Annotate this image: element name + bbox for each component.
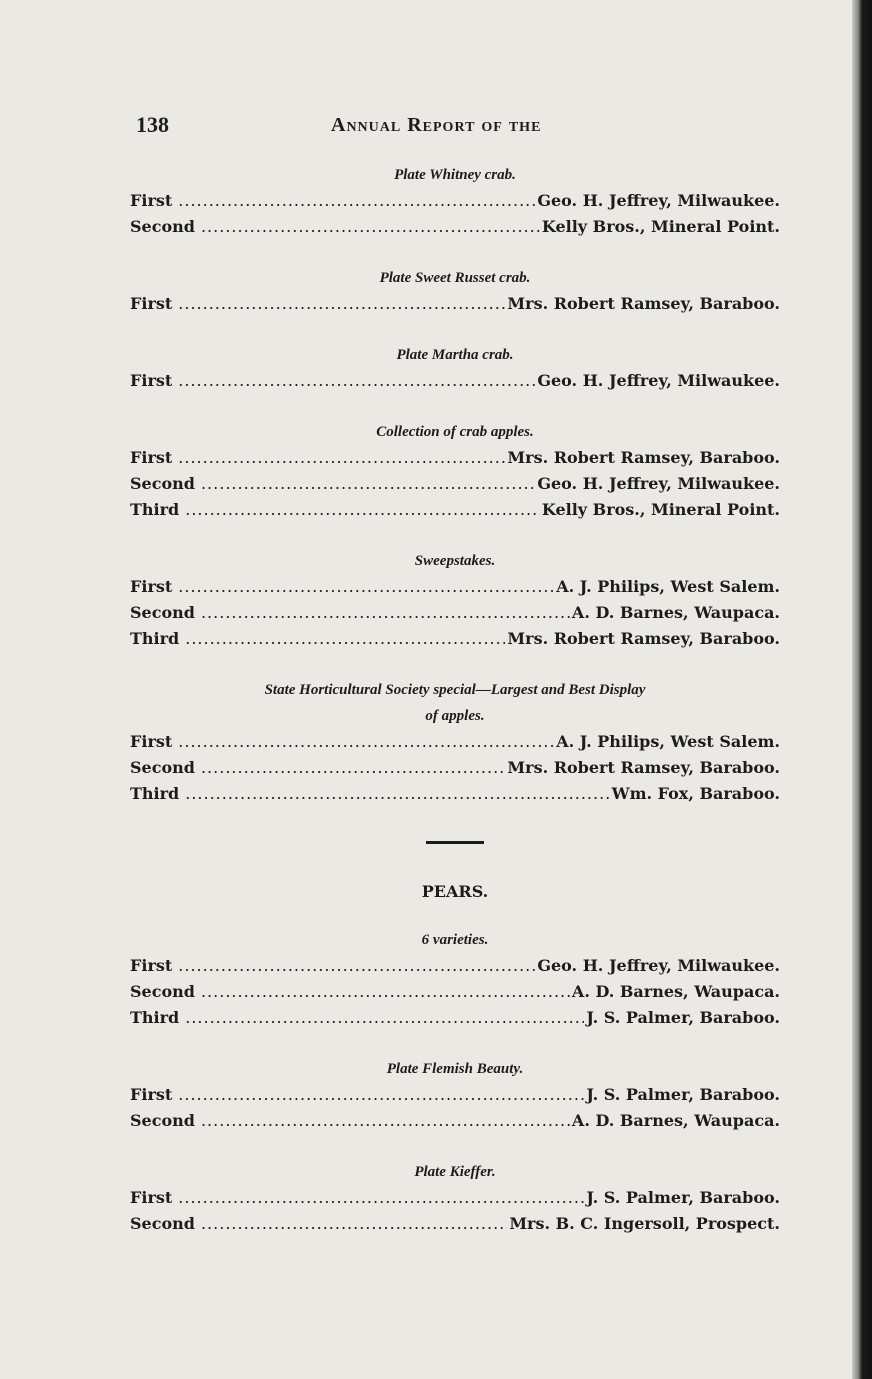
dot-leader — [201, 1211, 507, 1237]
award-winner: Mrs. Robert Ramsey, Baraboo. — [507, 294, 780, 313]
dot-leader — [185, 1005, 584, 1031]
section-title-continued: of apples. — [425, 708, 485, 724]
award-entry — [130, 755, 780, 781]
section-divider — [130, 832, 780, 851]
award-section — [130, 677, 780, 807]
award-winner: Geo. H. Jeffrey, Milwaukee. — [537, 474, 780, 493]
award-place: First — [130, 732, 173, 751]
award-place: Third — [130, 784, 180, 803]
award-place: Second — [130, 474, 195, 493]
award-section — [130, 265, 780, 317]
section-title: Plate Whitney crab. — [394, 167, 516, 183]
dot-leader — [178, 368, 535, 394]
award-entry — [130, 574, 780, 600]
award-winner: J. S. Palmer, Baraboo. — [586, 1008, 780, 1027]
award-place: First — [130, 371, 173, 390]
award-entry — [130, 953, 780, 979]
section-title: Plate Kieffer. — [414, 1164, 496, 1180]
dot-leader — [178, 291, 505, 317]
award-entry — [130, 626, 780, 652]
section-title: Plate Sweet Russet crab. — [379, 270, 531, 286]
section-title: 6 varieties. — [421, 932, 489, 948]
award-entry — [130, 1108, 780, 1134]
award-winner: Mrs. Robert Ramsey, Baraboo. — [507, 758, 780, 777]
dot-leader — [178, 1185, 584, 1211]
award-place: First — [130, 191, 173, 210]
award-winner: Mrs. B. C. Ingersoll, Prospect. — [509, 1214, 780, 1233]
award-entry — [130, 600, 780, 626]
award-entry — [130, 188, 780, 214]
award-winner: A. J. Philips, West Salem. — [556, 732, 780, 751]
award-entry — [130, 445, 780, 471]
award-entry — [130, 1005, 780, 1031]
award-section — [130, 162, 780, 240]
award-place: First — [130, 1188, 173, 1207]
section-title: Plate Flemish Beauty. — [386, 1061, 524, 1077]
section-title: Plate Martha crab. — [396, 347, 514, 363]
award-winner: Geo. H. Jeffrey, Milwaukee. — [537, 956, 780, 975]
dot-leader — [201, 600, 570, 626]
award-place: Second — [130, 1214, 195, 1233]
dot-leader — [178, 953, 535, 979]
section-title: Sweepstakes. — [414, 553, 496, 569]
award-winner: J. S. Palmer, Baraboo. — [586, 1188, 780, 1207]
award-place: Second — [130, 758, 195, 777]
award-place: Third — [130, 629, 180, 648]
dot-leader — [178, 574, 554, 600]
award-winner: Kelly Bros., Mineral Point. — [541, 500, 780, 519]
dot-leader — [201, 1108, 570, 1134]
running-title: Annual Report of the — [331, 114, 542, 136]
award-section — [130, 548, 780, 652]
award-section — [130, 1056, 780, 1134]
dot-leader — [201, 979, 570, 1005]
award-place: Second — [130, 603, 195, 622]
award-entry — [130, 291, 780, 317]
dot-leader — [178, 1082, 584, 1108]
award-winner: Wm. Fox, Baraboo. — [611, 784, 780, 803]
award-entry — [130, 781, 780, 807]
award-entry — [130, 979, 780, 1005]
section-title: State Horticultural Society special—Largest and Best Display — [264, 682, 646, 698]
award-entry — [130, 1185, 780, 1211]
award-winner: Mrs. Robert Ramsey, Baraboo. — [507, 629, 780, 648]
award-section — [130, 419, 780, 523]
apple-sections — [130, 162, 780, 807]
award-winner: A. D. Barnes, Waupaca. — [571, 1111, 780, 1130]
dot-leader — [201, 471, 535, 497]
award-place: First — [130, 294, 173, 313]
page-content — [130, 162, 780, 1262]
award-entry — [130, 368, 780, 394]
dot-leader — [201, 214, 540, 240]
award-place: First — [130, 1085, 173, 1104]
award-section — [130, 927, 780, 1031]
award-winner: J. S. Palmer, Baraboo. — [586, 1085, 780, 1104]
pears-heading: PEARS. — [421, 882, 489, 901]
pear-sections — [130, 927, 780, 1237]
book-spine-shadow — [852, 0, 872, 1379]
award-place: Second — [130, 1111, 195, 1130]
award-winner: A. J. Philips, West Salem. — [556, 577, 780, 596]
page-number: 138 — [136, 112, 169, 137]
dot-leader — [201, 755, 505, 781]
award-entry — [130, 729, 780, 755]
award-entry — [130, 497, 780, 523]
award-place: Second — [130, 217, 195, 236]
dot-leader — [178, 188, 535, 214]
award-place: First — [130, 448, 173, 467]
award-section — [130, 1159, 780, 1237]
award-entry — [130, 214, 780, 240]
award-entry — [130, 1211, 780, 1237]
award-section — [130, 342, 780, 394]
section-title: Collection of crab apples. — [376, 424, 534, 440]
running-head — [136, 112, 776, 142]
dot-leader — [178, 445, 505, 471]
award-winner: A. D. Barnes, Waupaca. — [571, 603, 780, 622]
award-winner: Kelly Bros., Mineral Point. — [541, 217, 780, 236]
dot-leader — [185, 497, 540, 523]
award-place: Third — [130, 1008, 180, 1027]
award-entry — [130, 471, 780, 497]
award-winner: Mrs. Robert Ramsey, Baraboo. — [507, 448, 780, 467]
award-winner: Geo. H. Jeffrey, Milwaukee. — [537, 371, 780, 390]
dot-leader — [178, 729, 554, 755]
award-place: First — [130, 577, 173, 596]
divider-rule — [426, 841, 484, 844]
award-winner: Geo. H. Jeffrey, Milwaukee. — [537, 191, 780, 210]
award-place: Third — [130, 500, 180, 519]
award-place: Second — [130, 982, 195, 1001]
award-winner: A. D. Barnes, Waupaca. — [571, 982, 780, 1001]
award-place: First — [130, 956, 173, 975]
dot-leader — [185, 626, 505, 652]
award-entry — [130, 1082, 780, 1108]
dot-leader — [185, 781, 609, 807]
